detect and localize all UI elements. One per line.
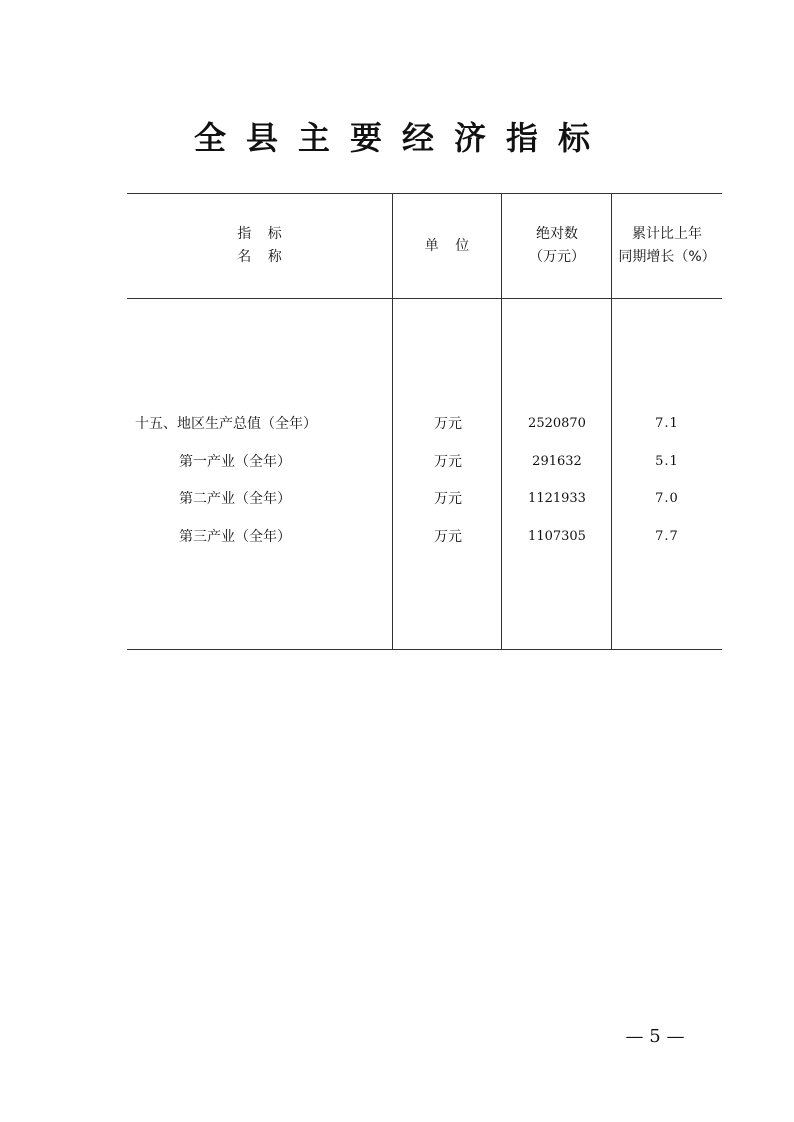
row-absolute-value: 2520870 xyxy=(528,416,586,431)
table-row xyxy=(127,487,722,511)
row-name: 第三产业（全年） xyxy=(179,529,291,545)
row-growth-rate: 7.0 xyxy=(655,491,679,506)
row-name: 第二产业（全年） xyxy=(179,491,291,507)
table-row xyxy=(127,412,722,436)
header-growth-rate xyxy=(612,194,722,298)
row-unit: 万元 xyxy=(434,454,462,470)
row-name: 十五、地区生产总值（全年） xyxy=(135,416,317,432)
header-growth-line2: 同期增长（%） xyxy=(618,249,716,265)
row-name: 第一产业（全年） xyxy=(179,454,291,470)
row-growth-rate: 7.1 xyxy=(655,416,679,431)
table-row xyxy=(127,525,722,549)
header-growth-line1: 累计比上年 xyxy=(632,226,702,242)
row-absolute-value: 291632 xyxy=(532,454,582,469)
header-absolute-line2: （万元） xyxy=(529,249,585,265)
row-absolute-value: 1107305 xyxy=(528,529,586,544)
page-number: — 5 — xyxy=(625,1026,685,1047)
row-unit: 万元 xyxy=(434,416,462,432)
header-unit-label: 单 位 xyxy=(424,237,476,254)
header-indicator-line2: 名 称 xyxy=(237,249,288,265)
economic-indicators-table xyxy=(127,193,722,650)
header-indicator-line1: 指 标 xyxy=(237,226,288,242)
table-row xyxy=(127,450,722,474)
row-growth-rate: 7.7 xyxy=(655,529,679,544)
header-divider xyxy=(127,298,722,299)
header-absolute-line1: 绝对数 xyxy=(536,226,578,242)
row-unit: 万元 xyxy=(434,529,462,545)
row-unit: 万元 xyxy=(434,491,462,507)
row-growth-rate: 5.1 xyxy=(655,454,679,469)
header-absolute-value xyxy=(502,194,612,298)
header-unit xyxy=(392,194,502,298)
row-absolute-value: 1121933 xyxy=(528,491,586,506)
header-indicator-name xyxy=(127,194,392,298)
page-title: 全县主要经济指标 xyxy=(193,119,610,157)
